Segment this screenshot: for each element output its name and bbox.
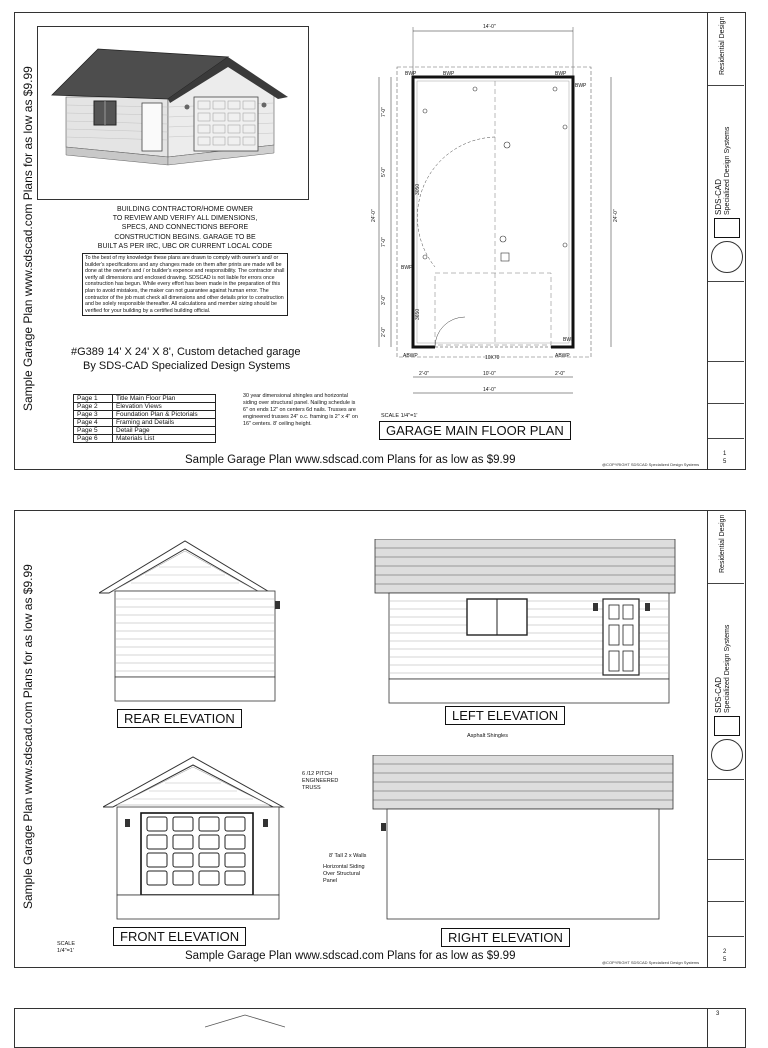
plan-title: #G389 14' X 24' X 8', Custom detached garage [71,346,301,358]
table-row: Page 1 Title Main Floor Plan [74,395,216,403]
bwp-label: BWP [563,337,575,343]
notice-line: BUILDING CONTRACTOR/HOME OWNER [117,206,253,213]
table-row: Page 4 Framing and Details [74,419,216,427]
dim-right-total: 24'-0" [613,209,619,222]
right-elevation-title: RIGHT ELEVATION [441,928,570,947]
siding-line: Horizontal Siding [323,864,365,870]
seal-circle [711,739,743,771]
window-size: 3650 [415,308,421,320]
dim-left-total: 24'-0" [371,209,377,222]
rear-elevation-title: REAR ELEVATION [117,709,242,728]
table-row: Page 6 Materials List [74,435,216,443]
elevation-scale [57,941,75,955]
abwp-label: ABWP [555,353,570,359]
residential-design-label: Residential Design [719,514,726,573]
scale-line: SCALE [57,941,76,947]
table-row: Page 3 Foundation Plan & Pictorials [74,411,216,419]
dim-bottom-2b: 2'-0" [555,371,565,377]
dim-top: 14'-0" [483,24,496,30]
left-elevation-drawing [373,539,683,709]
scale-line: 1/4"=1' [57,948,74,954]
title-block [707,511,745,967]
company-name: SDS-CAD [714,676,723,713]
garage-3d-drawing [38,27,308,199]
notice-line: SPECS, AND CONNECTIONS BEFORE [121,224,249,232]
bwp-label: BWP [575,83,587,89]
bwp-label: BWP [555,71,567,77]
pitch-line: TRUSS [302,785,321,791]
dim-bottom-2a: 2'-0" [419,371,429,377]
rear-elevation-drawing [99,537,289,707]
page-number: 3 [716,1011,720,1017]
garage-rendering [37,26,309,200]
dim-left-3: 3'-0" [381,295,387,305]
front-elevation-drawing [103,755,303,925]
spec-note: 30 year dimensional shingles and horizontal siding over structural panel. Nailing schedule is 6" on ends 12" on centers 6d nails. Trusses are engineered trusses 24" o.c. framing is 2" x 4" on 16" centers. 8' ceiling height. [243,393,358,427]
sheet-footer: Sample Garage Plan www.sdscad.com Plans for as low as $9.99 [185,950,516,962]
title-block [707,13,745,469]
company-logo [714,716,740,736]
siding-note [323,864,365,885]
window-size: 3050 [415,183,421,195]
table-row: Page 5 Detail Page [74,427,216,435]
sheet-footer: Sample Garage Plan www.sdscad.com Plans for as low as $9.99 [185,454,516,466]
sheet-side-text: Sample Garage Plan www.sdscad.com Plans for as low as $9.99 [21,66,35,411]
copyright: @COPYRIGHT SDSCAD Specialized Design Systems [602,960,700,965]
page-number: 2 [723,949,727,955]
disclaimer-box: To the best of my knowledge these plans are drawn to comply with owner's and/ or builder's specifications and any changes made on them after prints are made will be done at the owner's and / or builder's expence and responsibility. The contractor shall verify all dimensions and enclosed drawing. SDSCAD is not liable for errors once construction has begun. While every effort has been made in the preparation of this plan to avoid mistakes, the maker can not guarantee against human error. The contractor of the job must check all dimensions and other details prior to construction and be solely responsible thereafter. All calculations and member sizing should be verified for your building by a certified building official. [82,253,288,316]
floor-plan-title: GARAGE MAIN FLOOR PLAN [379,421,571,440]
sheet-2 [14,510,746,968]
dim-left-7a: 7'-0" [381,107,387,117]
front-elevation-title: FRONT ELEVATION [113,927,246,946]
title-block [707,1009,745,1047]
seal-circle [711,241,743,273]
door-size: 10X70 [485,355,500,361]
bwp-label: BWP [443,71,455,77]
sheet-side-text: Sample Garage Plan www.sdscad.com Plans for as low as $9.99 [21,564,35,909]
pitch-line: 6 /12 PITCH [302,771,333,777]
sheet-1 [14,12,746,470]
bwp-label: BWP [401,265,413,271]
siding-line: Over Structural [323,871,360,877]
notice-line: CONSTRUCTION BEGINS. GARAGE TO BE [114,233,256,241]
floor-plan-drawing [355,17,655,417]
notice-line: BUILT AS PER IRC, UBC OR CURRENT LOCAL CODE [97,242,273,250]
company-full-name: Specialized Design Systems [724,624,731,713]
shingles-label: Asphalt Shingles [467,733,508,739]
dim-left-2: 2'-0" [381,327,387,337]
company-logo [714,218,740,238]
bwp-label: BWP [405,71,417,77]
dim-bottom-10: 10'-0" [483,371,496,377]
contractor-notice [85,205,285,251]
dim-left-5: 5'-0" [381,167,387,177]
page-index-table [73,394,216,443]
company-full-name: Specialized Design Systems [724,126,731,215]
page-number: 1 [723,451,727,457]
company-name: SDS-CAD [714,178,723,215]
dim-bottom-total: 14'-0" [483,387,496,393]
sheet-3 [14,1008,746,1048]
page-total: 5 [723,957,727,963]
residential-design-label: Residential Design [719,16,726,75]
siding-line: Panel [323,878,338,884]
right-elevation-drawing [371,755,681,935]
notice-line: TO REVIEW AND VERIFY ALL DIMENSIONS, [112,215,258,223]
abwp-label: ABWP [403,353,418,359]
pitch-note [302,771,338,792]
walls-note: 8' Tall 2 x Walls [329,853,367,859]
pitch-line: ENGINEERED [302,778,339,784]
sheet-3-drawing-top [205,1009,285,1029]
table-row: Page 2 Elevation Views [74,403,216,411]
copyright: @COPYRIGHT SDSCAD Specialized Design Systems [602,462,700,467]
plan-scale: SCALE 1/4"=1' [381,413,418,419]
left-elevation-title: LEFT ELEVATION [445,706,565,725]
dim-left-7b: 7'-0" [381,237,387,247]
page-total: 5 [723,459,727,465]
plan-author: By SDS-CAD Specialized Design Systems [83,360,291,372]
